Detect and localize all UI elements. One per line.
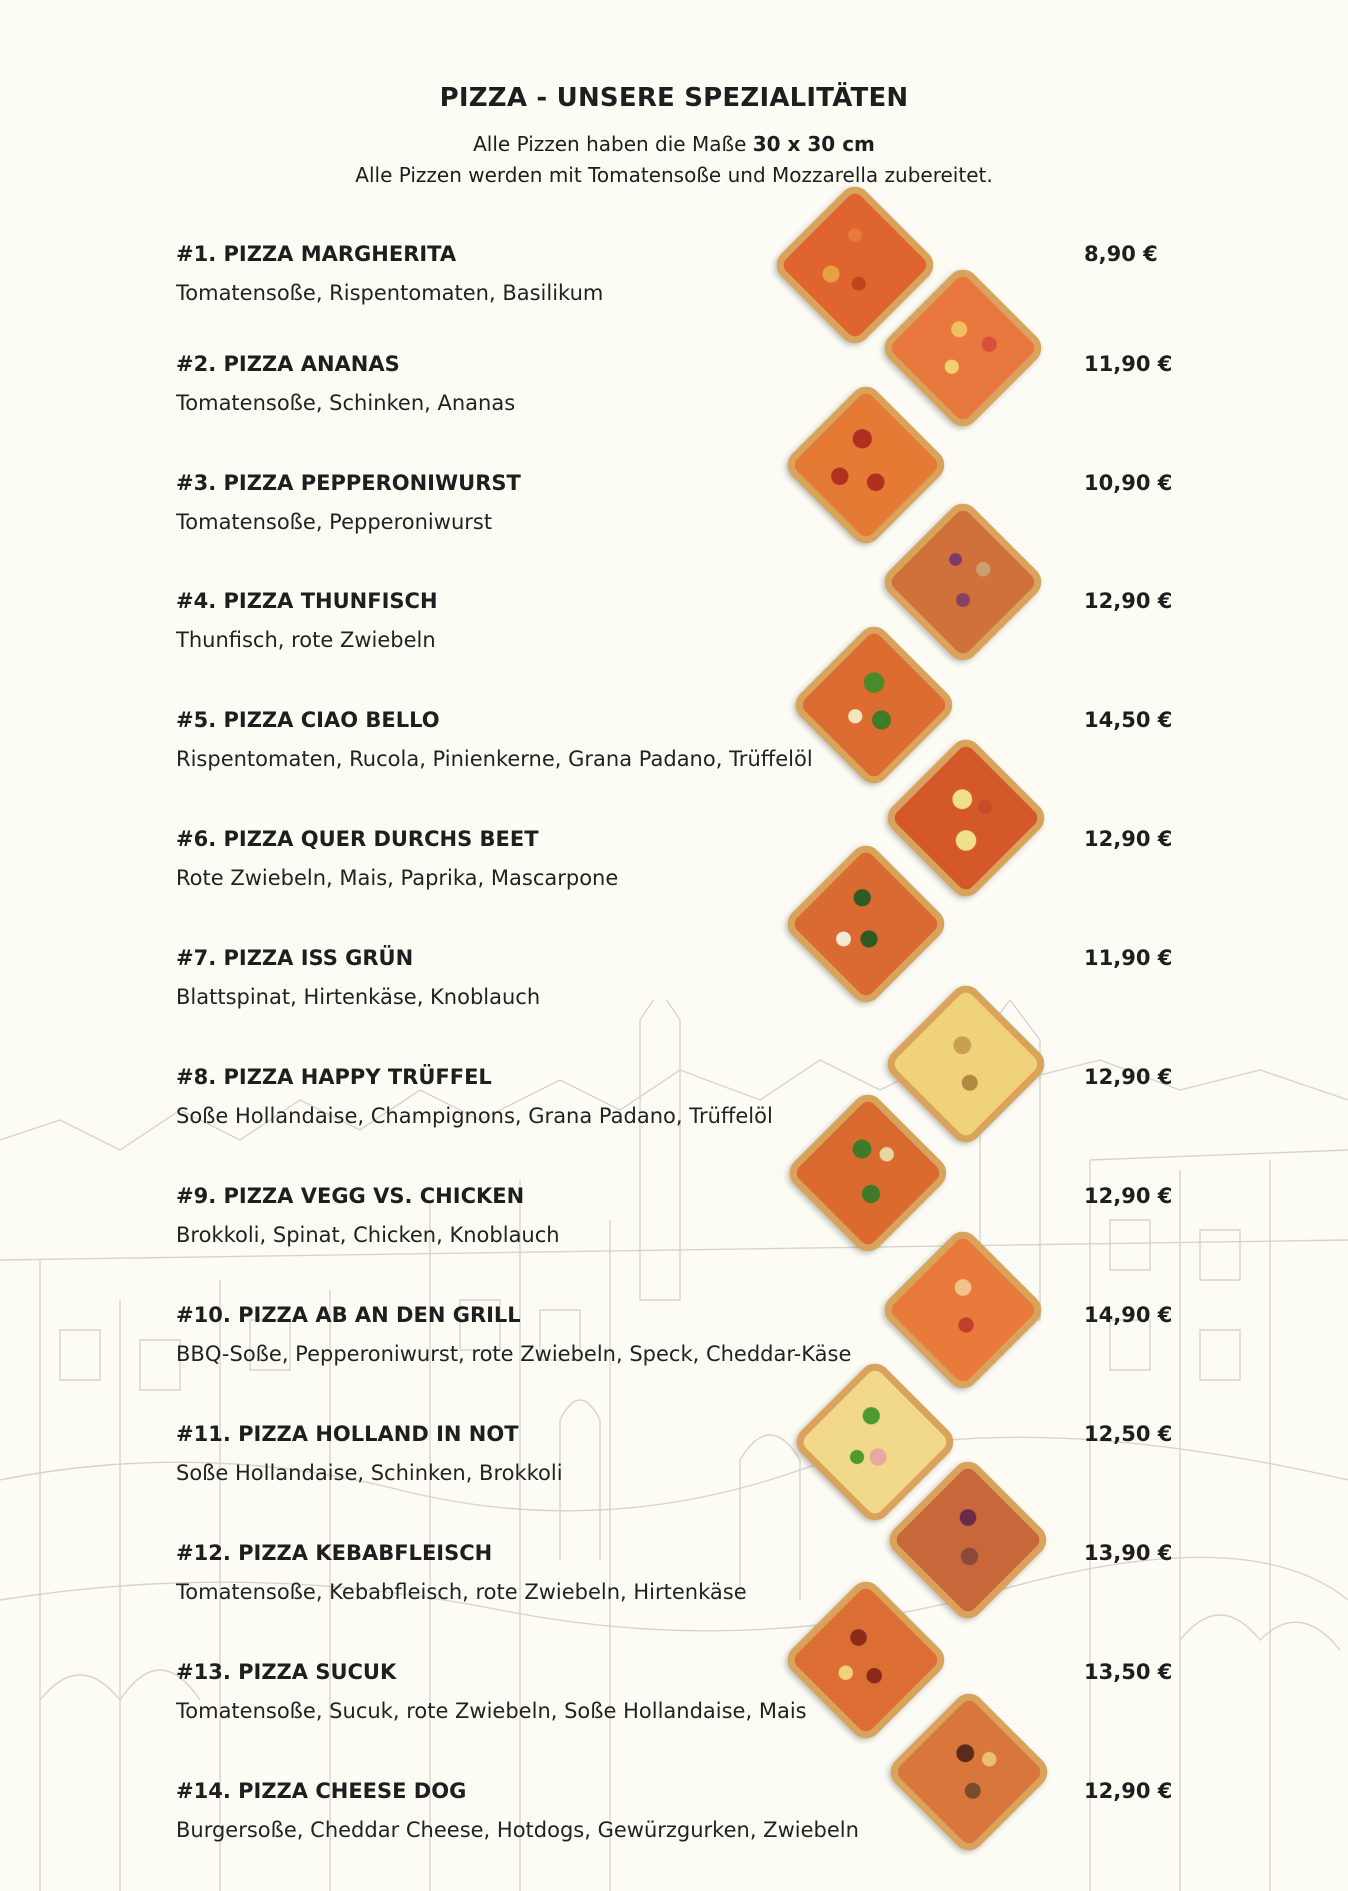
item-description: Tomatensoße, Sucuk, rote Zwiebeln, Soße Hollandaise, Mais [176, 1699, 807, 1723]
item-price: 11,90 € [1084, 946, 1173, 970]
item-price: 12,90 € [1084, 1184, 1173, 1208]
item-description: Blattspinat, Hirtenkäse, Knoblauch [176, 985, 541, 1009]
size-note [0, 132, 1348, 156]
item-price: 12,90 € [1084, 1779, 1173, 1803]
menu-item [0, 827, 1348, 937]
item-price: 12,90 € [1084, 827, 1173, 851]
item-price: 8,90 € [1084, 242, 1158, 266]
menu-item [0, 708, 1348, 818]
item-description: Thunfisch, rote Zwiebeln [176, 628, 436, 652]
item-name: #5. PIZZA CIAO BELLO [176, 708, 440, 732]
item-price: 14,90 € [1084, 1303, 1173, 1327]
item-price: 12,50 € [1084, 1422, 1173, 1446]
item-description: Burgersoße, Cheddar Cheese, Hotdogs, Gewürzgurken, Zwiebeln [176, 1818, 859, 1842]
menu-item [0, 1065, 1348, 1175]
item-description: Tomatensoße, Schinken, Ananas [176, 391, 516, 415]
item-name: #3. PIZZA PEPPERONIWURST [176, 471, 521, 495]
menu-item [0, 352, 1348, 462]
item-name: #11. PIZZA HOLLAND IN NOT [176, 1422, 519, 1446]
item-name: #14. PIZZA CHEESE DOG [176, 1779, 467, 1803]
menu-item [0, 1184, 1348, 1294]
item-price: 13,50 € [1084, 1660, 1173, 1684]
menu-item [0, 471, 1348, 581]
menu-item [0, 946, 1348, 1056]
item-description: Brokkoli, Spinat, Chicken, Knoblauch [176, 1223, 560, 1247]
menu-item [0, 1422, 1348, 1532]
item-price: 13,90 € [1084, 1541, 1173, 1565]
item-name: #4. PIZZA THUNFISCH [176, 589, 438, 613]
menu-item [0, 242, 1348, 352]
page-title: PIZZA - UNSERE SPEZIALITÄTEN [439, 83, 909, 113]
item-description: Rispentomaten, Rucola, Pinienkerne, Grana Padano, Trüffelöl [176, 747, 813, 771]
item-description: Tomatensoße, Pepperoniwurst [176, 510, 493, 534]
menu-item [0, 1779, 1348, 1889]
item-description: BBQ-Soße, Pepperoniwurst, rote Zwiebeln, Speck, Cheddar-Käse [176, 1342, 852, 1366]
item-description: Tomatensoße, Rispentomaten, Basilikum [176, 281, 604, 305]
item-name: #13. PIZZA SUCUK [176, 1660, 397, 1684]
size-note-prefix: Alle Pizzen haben die Maße [473, 132, 753, 156]
menu-item [0, 1660, 1348, 1770]
item-price: 12,90 € [1084, 1065, 1173, 1089]
item-price: 14,50 € [1084, 708, 1173, 732]
item-name: #8. PIZZA HAPPY TRÜFFEL [176, 1065, 492, 1089]
item-description: Rote Zwiebeln, Mais, Paprika, Mascarpone [176, 866, 619, 890]
item-description: Soße Hollandaise, Schinken, Brokkoli [176, 1461, 563, 1485]
item-name: #7. PIZZA ISS GRÜN [176, 946, 414, 970]
menu-item [0, 1541, 1348, 1651]
item-price: 10,90 € [1084, 471, 1173, 495]
item-name: #2. PIZZA ANANAS [176, 352, 400, 376]
sauce-note: Alle Pizzen werden mit Tomatensoße und Mozzarella zubereitet. [355, 163, 993, 187]
item-description: Tomatensoße, Kebabfleisch, rote Zwiebeln, Hirtenkäse [176, 1580, 747, 1604]
item-description: Soße Hollandaise, Champignons, Grana Padano, Trüffelöl [176, 1104, 773, 1128]
menu-item [0, 589, 1348, 699]
item-name: #9. PIZZA VEGG VS. CHICKEN [176, 1184, 525, 1208]
item-name: #12. PIZZA KEBABFLEISCH [176, 1541, 493, 1565]
item-name: #1. PIZZA MARGHERITA [176, 242, 457, 266]
item-price: 12,90 € [1084, 589, 1173, 613]
item-price: 11,90 € [1084, 352, 1173, 376]
size-note-value: 30 x 30 cm [752, 132, 875, 156]
menu-item [0, 1303, 1348, 1413]
item-name: #6. PIZZA QUER DURCHS BEET [176, 827, 539, 851]
item-name: #10. PIZZA AB AN DEN GRILL [176, 1303, 521, 1327]
